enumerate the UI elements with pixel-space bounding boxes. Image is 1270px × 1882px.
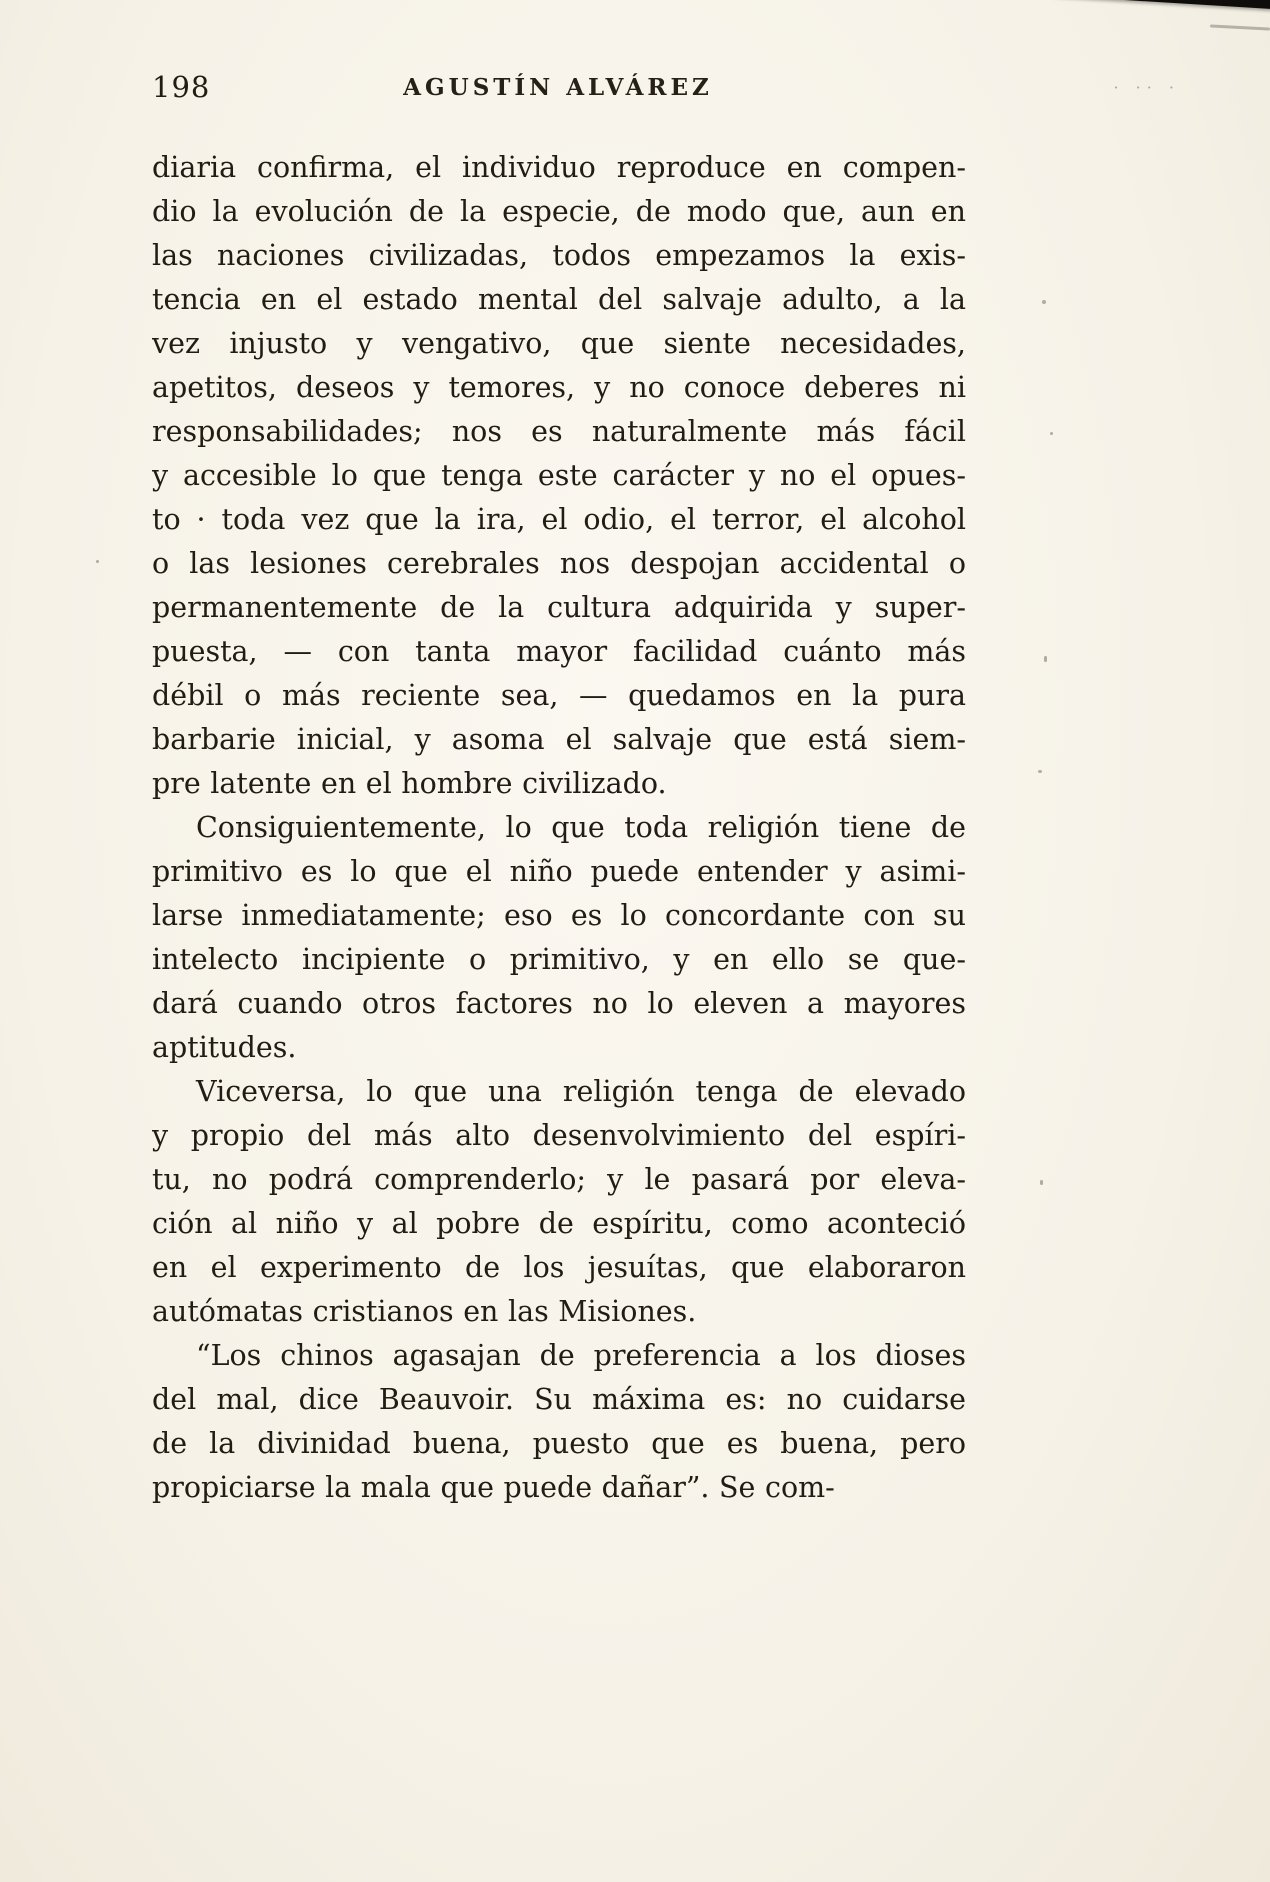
text-line: autómatas cristianos en las Misiones. (152, 1295, 697, 1328)
scan-speck (1044, 656, 1047, 662)
text-line: y propio del más alto desenvolvimiento del espíri- (152, 1119, 966, 1152)
text-line: Viceversa, lo que una religión tenga de elevado (196, 1075, 966, 1108)
text-line: aptitudes. (152, 1031, 297, 1064)
text-line: Consiguientemente, lo que toda religión tiene de (196, 811, 966, 844)
paragraph (152, 146, 966, 806)
text-line: dará cuando otros factores no lo eleven a mayores (152, 987, 966, 1020)
body-text (152, 146, 966, 1510)
paragraph (152, 1070, 966, 1334)
text-line: y accesible lo que tenga este carácter y no el opues- (152, 459, 966, 492)
page-number: 198 (152, 70, 211, 104)
text-line: o las lesiones cerebrales nos despojan accidental o (152, 547, 966, 580)
scan-speck (1050, 432, 1053, 435)
scan-speck (96, 560, 99, 563)
paragraph (152, 806, 966, 1070)
scan-speck (1040, 1180, 1043, 1185)
text-line: de la divinidad buena, puesto que es buena, pero (152, 1427, 966, 1460)
text-line: pre latente en el hombre civilizado. (152, 767, 667, 800)
text-line: las naciones civilizadas, todos empezamos la exis- (152, 239, 966, 272)
text-line: tu, no podrá comprenderlo; y le pasará por eleva- (152, 1163, 966, 1196)
page-header (152, 68, 964, 108)
running-title: AGUSTÍN ALVÁREZ (403, 74, 713, 101)
scan-speck (1038, 770, 1042, 773)
text-line: to · toda vez que la ira, el odio, el terror, el alcohol (152, 503, 966, 536)
text-line: barbarie inicial, y asoma el salvaje que está siem- (152, 723, 966, 756)
text-line: ción al niño y al pobre de espíritu, como aconteció (152, 1207, 966, 1240)
text-line: débil o más reciente sea, — quedamos en la pura (152, 679, 966, 712)
scan-dots-artifact: · ·· · (1113, 78, 1180, 97)
text-line: responsabilidades; nos es naturalmente más fácil (152, 415, 966, 448)
text-line: “Los chinos agasajan de preferencia a los dioses (196, 1339, 966, 1372)
text-line: larse inmediatamente; eso es lo concordante con su (152, 899, 966, 932)
text-line: diaria confirma, el individuo reproduce en compen- (152, 151, 966, 184)
text-line: intelecto incipiente o primitivo, y en ello se que- (152, 943, 966, 976)
text-line: primitivo es lo que el niño puede entender y asimi- (152, 855, 966, 888)
scan-streak-artifact (1053, 0, 1270, 10)
text-line: vez injusto y vengativo, que siente necesidades, (152, 327, 966, 360)
text-line: apetitos, deseos y temores, y no conoce deberes ni (152, 371, 966, 404)
text-line: en el experimento de los jesuítas, que elaboraron (152, 1251, 966, 1284)
text-line: del mal, dice Beauvoir. Su máxima es: no cuidarse (152, 1383, 966, 1416)
text-line: propiciarse la mala que puede dañar”. Se com- (152, 1471, 835, 1504)
text-line: tencia en el estado mental del salvaje adulto, a la (152, 283, 966, 316)
text-line: puesta, — con tanta mayor facilidad cuánto más (152, 635, 966, 668)
text-line: dio la evolución de la especie, de modo que, aun en (152, 195, 966, 228)
text-line: permanentemente de la cultura adquirida y super- (152, 591, 966, 624)
paragraph (152, 1334, 966, 1510)
scan-speck (1042, 300, 1046, 304)
scan-streak-artifact-small (1210, 24, 1270, 30)
